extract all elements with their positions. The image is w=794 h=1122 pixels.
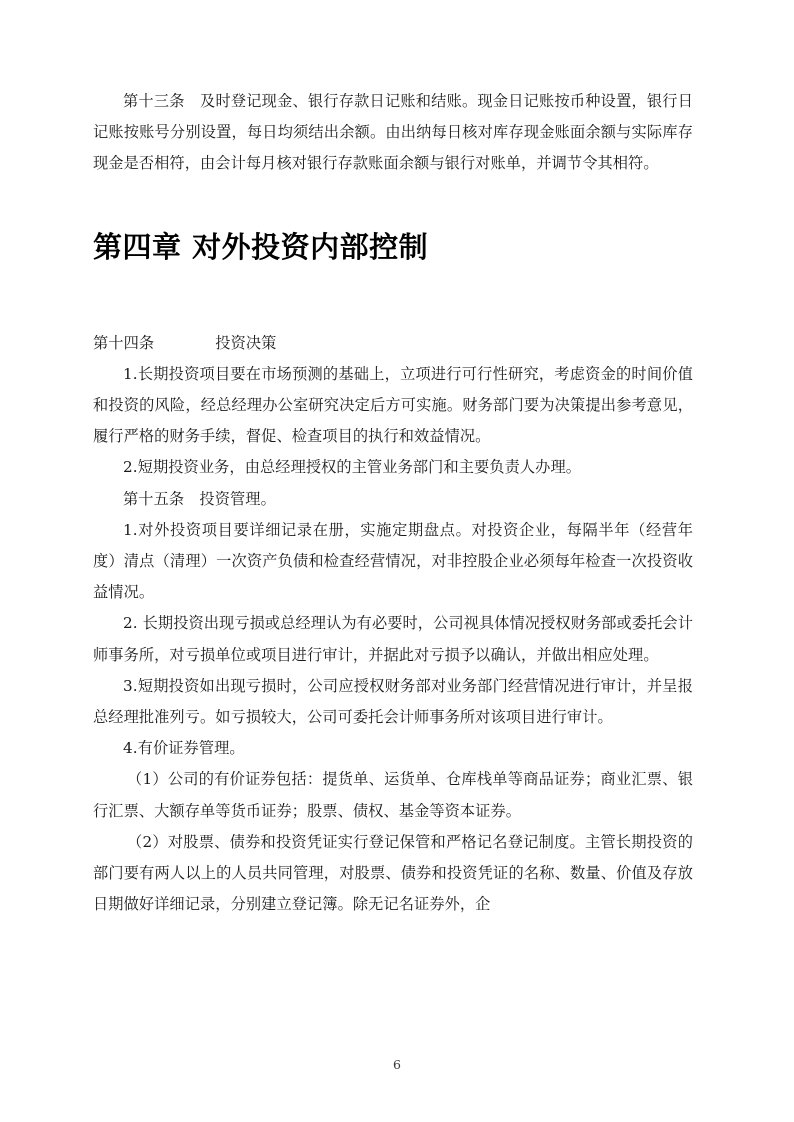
paragraph-15-item-4-sub-1: （1）公司的有价证券包括：提货单、运货单、仓库栈单等商品证券；商业汇票、银行汇票、大额存单等货币证券；股票、债权、基金等资本证券。 xyxy=(93,770,693,820)
heading-spacer-above xyxy=(93,180,693,224)
paragraph-15-item-2: 2. 长期投资出现亏损或总经理认为有必要时，公司视具体情况授权财务部或委托会计师事务所，对亏损单位或项目进行审计，并据此对亏损予以确认，并做出相应处理。 xyxy=(93,614,693,664)
page-content xyxy=(93,86,693,920)
chapter-heading-4: 第四章 对外投资内部控制 xyxy=(93,229,429,264)
page-number-footer: 6 xyxy=(393,1057,401,1072)
paragraph-15-item-4: 4.有价证券管理。 xyxy=(123,739,245,758)
paragraph-15-item-4-sub-2: （2）对股票、债券和投资凭证实行登记保管和严格记名登记制度。主管长期投资的部门要有两人以上的人员共同管理，对股票、债券和投资凭证的名称、数量、价值及存放日期做好详细记录，分别建立登记簿。除无记名证券外，企 xyxy=(93,832,693,914)
paragraph-15-item-3: 3.短期投资如出现亏损时，公司应授权财务部对业务部门经营情况进行审计，并呈报总经理批准列亏。如亏损较大，公司可委托会计师事务所对该项目进行审计。 xyxy=(93,676,693,727)
heading-spacer-below xyxy=(93,270,693,328)
paragraph-14-item-2: 2.短期投资业务，由总经理授权的主管业务部门和主要负责人办理。 xyxy=(123,458,582,477)
paragraph-article-15-title: 第十五条 投资管理。 xyxy=(123,489,276,508)
paragraph-15-item-1: 1.对外投资项目要详细记录在册，实施定期盘点。对投资企业，每隔半年（经营年度）清点（清理）一次资产负债和检查经营情况，对非控股企业必须每年检查一次投资收益情况。 xyxy=(93,520,693,602)
paragraph-article-13: 第十三条 及时登记现金、银行存款日记账和结账。现金日记账按币种设置，银行日记账按账号分别设置，每日均须结出余额。由出纳每日核对库存现金账面余额与实际库存现金是否相符，由会计每月核对银行存款账面余额与银行对账单，并调节令其相符。 xyxy=(93,92,693,173)
paragraph-14-item-1: 1.长期投资项目要在市场预测的基础上，立项进行可行性研究，考虑资金的时间价值和投资的风险，经总经理办公室研究决定后方可实施。财务部门要为决策提出参考意见，履行严格的财务手续，督促、检查项目的执行和效益情况。 xyxy=(93,364,693,446)
paragraph-article-14-title: 第十四条 投资决策 xyxy=(93,333,277,352)
